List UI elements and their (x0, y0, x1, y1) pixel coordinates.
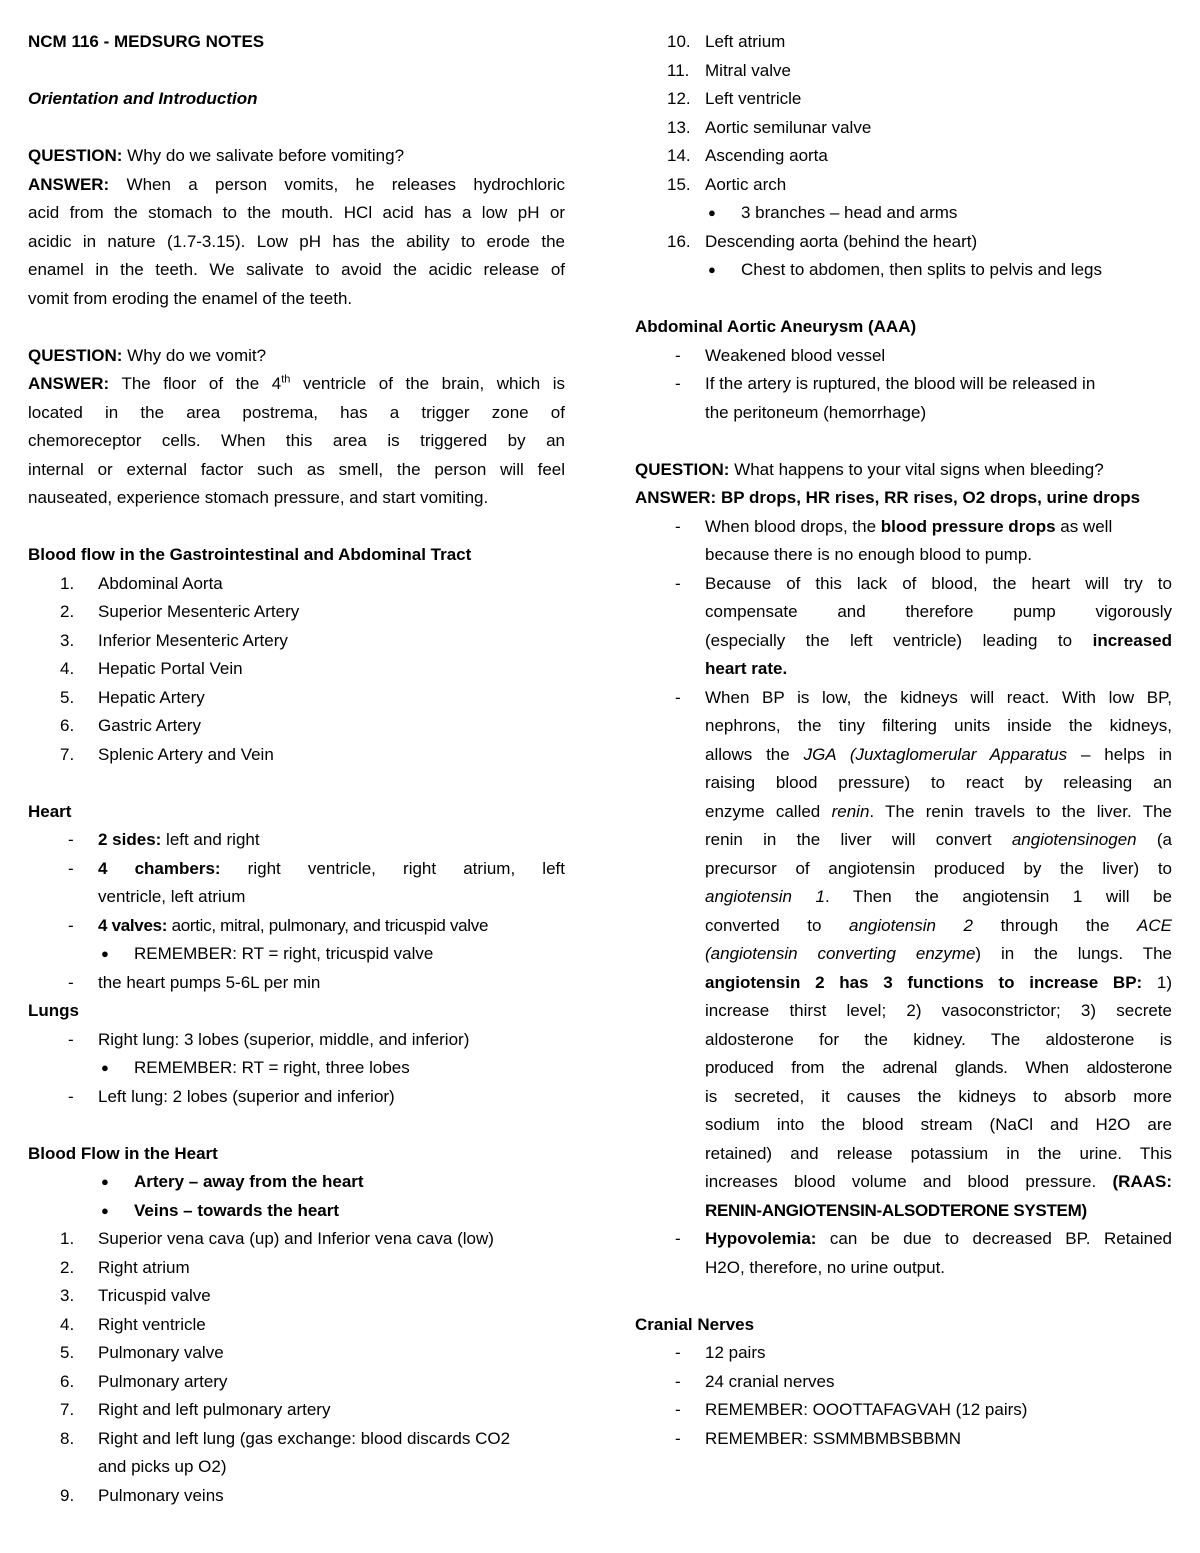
list-item: - REMEMBER: SSMMBMBSBBMN (675, 1428, 961, 1448)
list-item-cont: allows the JGA (Juxtaglomerular Apparatus – helps in (705, 744, 1173, 764)
answer-2-line: ANSWER: The floor of the 4th ventricle of the brain, which is (28, 373, 565, 393)
list-item-cont: converted to angiotensin 2 through the ACE (705, 915, 1172, 935)
right-column (635, 28, 1172, 1453)
answer-3: ANSWER: BP drops, HR rises, RR rises, O2 drops, urine drops (635, 488, 1141, 507)
list-subitem: ● 3 branches – head and arms (635, 199, 1172, 228)
answer-2-line: nauseated, experience stomach pressure, and start vomiting. (28, 488, 489, 507)
list-item-cont: precursor of angiotensin produced by the liver) to (705, 858, 1172, 878)
list-item: 6. Gastric Artery (60, 716, 201, 735)
list-item-cont: produced from the adrenal glands. When aldosterone (705, 1058, 1172, 1077)
gi-heading: Blood flow in the Gastrointestinal and Abdominal Tract (28, 545, 472, 564)
answer-2-line: located in the area postrema, has a trigger zone of (28, 402, 565, 422)
list-item-cont: renin in the liver will convert angiotensinogen (a (705, 830, 1172, 849)
list-item: - Weakened blood vessel (675, 345, 886, 365)
list-item: - When blood drops, the blood pressure drops as well (675, 516, 1113, 536)
list-item: 12. Left ventricle (667, 89, 802, 108)
list-item-cont: H2O, therefore, no urine output. (705, 1257, 946, 1277)
list-item: 3. Inferior Mesenteric Artery (60, 630, 288, 650)
list-subitem: ● REMEMBER: RT = right, three lobes (28, 1054, 565, 1083)
answer-1-line: acid from the stomach to the mouth. HCl acid has a low pH or (28, 203, 565, 222)
list-item-cont: aldosterone for the kidney. The aldosterone is (705, 1029, 1172, 1049)
list-item: - 12 pairs (675, 1343, 766, 1362)
list-item: 11. Mitral valve (667, 60, 791, 80)
bullet-icon: ● (101, 1202, 109, 1218)
list-item: 7. Right and left pulmonary artery (60, 1400, 331, 1419)
list-item: - Hypovolemia: can be due to decreased BP. Retained (675, 1229, 1172, 1248)
answer-1-line: ANSWER: When a person vomits, he releases hydrochloric (28, 174, 565, 194)
question-2: QUESTION: Why do we vomit? (28, 345, 267, 365)
list-item: 14. Ascending aorta (667, 146, 828, 165)
list-item: - 4 chambers: right ventricle, right atrium, left (68, 858, 565, 878)
list-subitem: ● Artery – away from the heart (28, 1168, 565, 1197)
list-item-cont: is secreted, it causes the kidneys to absorb more (705, 1086, 1172, 1106)
list-item: - When BP is low, the kidneys will react. With low BP, (675, 687, 1172, 707)
list-item: 9. Pulmonary veins (60, 1485, 224, 1505)
list-item-cont: nephrons, the tiny filtering units inside the kidneys, (705, 716, 1172, 735)
list-item: 3. Tricuspid valve (60, 1286, 211, 1305)
list-subitem: ● Veins – towards the heart (28, 1197, 565, 1226)
list-item-cont: enzyme called renin. The renin travels to the liver. The (705, 801, 1172, 821)
list-item: 5. Hepatic Artery (60, 687, 205, 707)
question-3: QUESTION: What happens to your vital signs when bleeding? (635, 459, 1104, 479)
list-item: - 4 valves: aortic, mitral, pulmonary, and tricuspid valve (68, 915, 489, 935)
bullet-icon: ● (101, 1060, 109, 1075)
page-title: NCM 116 - MEDSURG NOTES (28, 32, 265, 51)
list-subitem: ● Chest to abdomen, then splits to pelvis and legs (635, 256, 1172, 285)
list-item: 13. Aortic semilunar valve (667, 117, 872, 137)
list-item-cont: (especially the left ventricle) leading to increased (705, 630, 1172, 650)
left-column (28, 28, 565, 1510)
bullet-icon: ● (101, 1174, 109, 1189)
list-item: 7. Splenic Artery and Vein (60, 744, 274, 764)
list-item: - REMEMBER: OOOTTAFAGVAH (12 pairs) (675, 1400, 1028, 1419)
list-item: 16. Descending aorta (behind the heart) (667, 231, 978, 251)
list-item: - 2 sides: left and right (68, 830, 260, 849)
list-item: 4. Hepatic Portal Vein (60, 659, 243, 678)
aaa-heading: Abdominal Aortic Aneurysm (AAA) (635, 317, 917, 336)
list-item: 1. Superior vena cava (up) and Inferior vena cava (low) (60, 1229, 494, 1248)
answer-1-line: vomit from eroding the enamel of the teeth. (28, 288, 353, 308)
list-item-cont: RENIN-ANGIOTENSIN-ALSODTERONE SYSTEM) (705, 1200, 1087, 1220)
list-item: 4. Right ventricle (60, 1314, 206, 1334)
list-item-cont: and picks up O2) (98, 1457, 227, 1476)
list-item: 1. Abdominal Aorta (60, 573, 223, 593)
bullet-icon: ● (101, 946, 109, 961)
answer-2-line: internal or external factor such as smell, the person will feel (28, 459, 565, 479)
list-item-cont: increase thirst level; 2) vasoconstrictor; 3) secrete (705, 1001, 1172, 1020)
section-subtitle: Orientation and Introduction (28, 89, 258, 108)
list-item-cont: because there is no enough blood to pump. (705, 545, 1033, 564)
list-item-cont: heart rate. (705, 659, 788, 678)
bullet-icon: ● (708, 262, 716, 277)
list-item: - 24 cranial nerves (675, 1371, 835, 1391)
answer-2-line: chemoreceptor cells. When this area is triggered by an (28, 431, 565, 450)
list-item-cont: (angiotensin converting enzyme) in the lungs. The (705, 944, 1172, 963)
list-item-cont: compensate and therefore pump vigorously (705, 602, 1172, 621)
list-item: - Left lung: 2 lobes (superior and inferior) (68, 1086, 395, 1106)
list-item: 5. Pulmonary valve (60, 1343, 224, 1362)
answer-1-line: enamel in the teeth. We salivate to avoid the acidic release of (28, 260, 565, 279)
cranial-heading: Cranial Nerves (635, 1314, 755, 1334)
bullet-icon: ● (708, 205, 716, 220)
heart-heading: Heart (28, 801, 72, 821)
list-item-cont: angiotensin 2 has 3 functions to increase BP: 1) (705, 972, 1173, 992)
list-item-cont: increases blood volume and blood pressure. (RAAS: (705, 1172, 1172, 1191)
list-item-cont: the peritoneum (hemorrhage) (705, 402, 927, 422)
list-item: - If the artery is ruptured, the blood will be released in (675, 374, 1096, 393)
list-item-cont: raising blood pressure) to react by releasing an (705, 773, 1172, 792)
list-item: - Because of this lack of blood, the heart will try to (675, 573, 1172, 593)
list-subitem: ● REMEMBER: RT = right, tricuspid valve (28, 940, 565, 969)
list-item: - Right lung: 3 lobes (superior, middle, and inferior) (68, 1029, 470, 1049)
list-item: 2. Right atrium (60, 1257, 190, 1277)
list-item-cont: angiotensin 1. Then the angiotensin 1 will be (705, 887, 1172, 906)
lungs-heading: Lungs (28, 1001, 79, 1020)
list-item: 10. Left atrium (667, 32, 786, 51)
list-item-cont: retained) and release potassium in the urine. This (705, 1143, 1172, 1163)
question-1: QUESTION: Why do we salivate before vomiting? (28, 146, 405, 165)
blood-flow-heart-heading: Blood Flow in the Heart (28, 1143, 218, 1163)
list-item: - the heart pumps 5-6L per min (68, 972, 321, 992)
list-item: 2. Superior Mesenteric Artery (60, 602, 300, 621)
list-item: 15. Aortic arch (667, 174, 787, 194)
list-item: 8. Right and left lung (gas exchange: blood discards CO2 (60, 1428, 511, 1448)
list-item-cont: ventricle, left atrium (98, 887, 246, 906)
list-item-cont: sodium into the blood stream (NaCl and H2O are (705, 1115, 1172, 1134)
answer-1-line: acidic in nature (1.7-3.15). Low pH has the ability to erode the (28, 231, 565, 251)
list-item: 6. Pulmonary artery (60, 1371, 228, 1391)
